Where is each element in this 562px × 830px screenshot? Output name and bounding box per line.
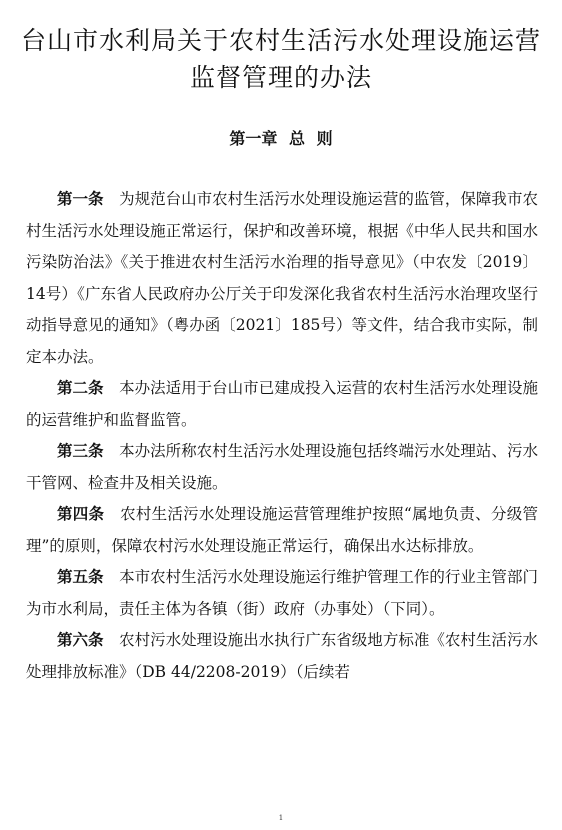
article-text: 农村生活污水处理设施运营管理维护按照“属地负责、分级管理”的原则，保障农村污水处理设施正常运行，确保出水达标排放。	[26, 505, 538, 555]
article-text: 本市农村生活污水处理设施运行维护管理工作的行业主管部门为市水利局，责任主体为各镇（街）政府（办事处）（下同）。	[26, 568, 538, 618]
article-text: 为规范台山市农村生活污水处理设施运营的监管，保障我市农村生活污水处理设施正常运行，保护和改善环境，根据《中华人民共和国水污染防治法》《关于推进农村生活污水治理的指导意见》（中农发〔2019〕14号）《广东省人民政府办公厅关于印发深化我省农村生活污水治理攻坚行动指导意见的通知》（粤办函〔2021〕185号）等文件，结合我市实际，制定本办法。	[26, 190, 538, 366]
document-title: 台山市水利局关于农村生活污水处理设施运营监督管理的办法	[20, 26, 541, 92]
article-1	[26, 184, 538, 373]
article-6	[26, 625, 538, 688]
article-3	[26, 436, 538, 499]
article-label: 第五条	[57, 568, 104, 586]
article-2	[26, 373, 538, 436]
article-5	[26, 562, 538, 625]
article-label: 第三条	[57, 442, 104, 460]
article-text: 本办法适用于台山市已建成投入运营的农村生活污水处理设施的运营维护和监督监管。	[26, 379, 538, 429]
document-body	[26, 184, 538, 688]
article-text: 本办法所称农村生活污水处理设施包括终端污水处理站、污水干管网、检查井及相关设施。	[26, 442, 538, 492]
article-label: 第二条	[57, 379, 104, 397]
page-number: 1	[278, 814, 284, 822]
article-4	[26, 499, 538, 562]
chapter-heading: 第一章 总 则	[229, 129, 333, 148]
article-label: 第四条	[57, 505, 105, 523]
article-text: 农村污水处理设施出水执行广东省级地方标准《农村生活污水处理排放标准》（DB 44/2208-2019）（后续若	[26, 631, 538, 681]
article-label: 第六条	[57, 631, 104, 649]
article-label: 第一条	[57, 190, 104, 208]
